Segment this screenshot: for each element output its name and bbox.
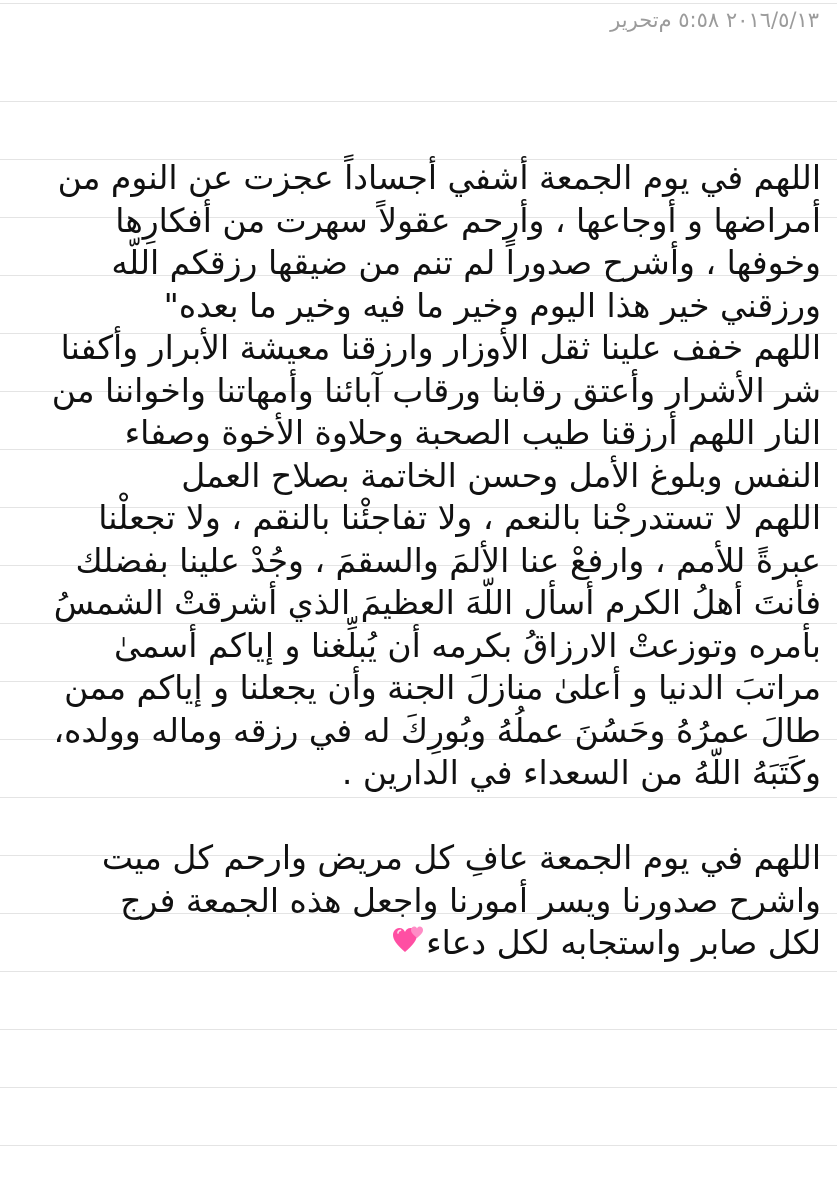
note-line: شر الأشرار وأعتق رقابنا ورقاب آبائنا وأمهاتنا واخواننا من bbox=[51, 370, 821, 410]
note-line: اللهم في يوم الجمعة أشفي أجساداً عجزت عن النوم من bbox=[57, 158, 821, 197]
note-line: وخوفها ، وأشرح صدوراً لم تنم من ضيقها رزقكم اللّه bbox=[111, 243, 821, 282]
note-time: ٥:٥٨ م bbox=[658, 8, 720, 32]
note-date: ٢٠١٦/٥/١٣ bbox=[725, 8, 819, 32]
note-line-text: لكل صابر واستجابه لكل دعاء bbox=[426, 923, 821, 962]
note-line: واشرح صدورنا ويسر أمورنا واجعل هذه الجمعة فرج bbox=[120, 880, 821, 920]
note-body[interactable] bbox=[34, 157, 821, 966]
note-line: وكَتَبَهُ اللّهُ من السعداء في الدارين . bbox=[341, 753, 821, 792]
note-line: عبرةً للأمم ، وارفعْ عنا الألمَ والسقمَ ، وجُدْ علينا بفضلك bbox=[75, 540, 821, 580]
note-line: اللهم في يوم الجمعة عافِ كل مريض وارحم كل ميت bbox=[101, 838, 821, 877]
note-last-line bbox=[34, 922, 821, 966]
blank-line bbox=[34, 795, 821, 838]
note-line: أمراضها و أوجاعها ، وأرحم عقولاً سهرت من أفكارِها bbox=[115, 200, 821, 240]
note-line: بأمره وتوزعتْ الارزاقُ بكرمه أن يُبلِّغنا و إياكم أسمىٰ bbox=[114, 625, 821, 665]
edit-status-label[interactable]: تحرير bbox=[610, 8, 659, 32]
note-line: النفس وبلوغ الأمل وحسن الخاتمة بصلاح العمل bbox=[181, 455, 821, 495]
two-hearts-icon bbox=[392, 923, 424, 966]
note-line: ورزقني خير هذا اليوم وخير ما فيه وخير ما بعده" bbox=[163, 285, 821, 325]
note-line: اللهم لا تستدرجْنا بالنعم ، ولا تفاجئْنا بالنقم ، ولا تجعلْنا bbox=[98, 498, 821, 537]
note-line: اللهم خفف علينا ثقل الأوزار وارزقنا معيشة الأبرار وأكفنا bbox=[60, 328, 821, 367]
note-line: فأنتَ أهلُ الكرم أسأل اللّهَ العظيمَ الذي أشرقتْ الشمسُ bbox=[53, 583, 821, 622]
note-line: مراتبَ الدنيا و أعلىٰ منازلَ الجنة وأن يجعلنا و إياكم ممن bbox=[64, 668, 821, 707]
note-line: طالَ عمرُهُ وحَسُنَ عملُهُ وبُورِكَ له في رزقه وماله وولده، bbox=[53, 710, 821, 750]
note-timestamp-row bbox=[610, 8, 819, 32]
note-line: النار اللهم أرزقنا طيب الصحبة وحلاوة الأخوة وصفاء bbox=[124, 413, 821, 452]
